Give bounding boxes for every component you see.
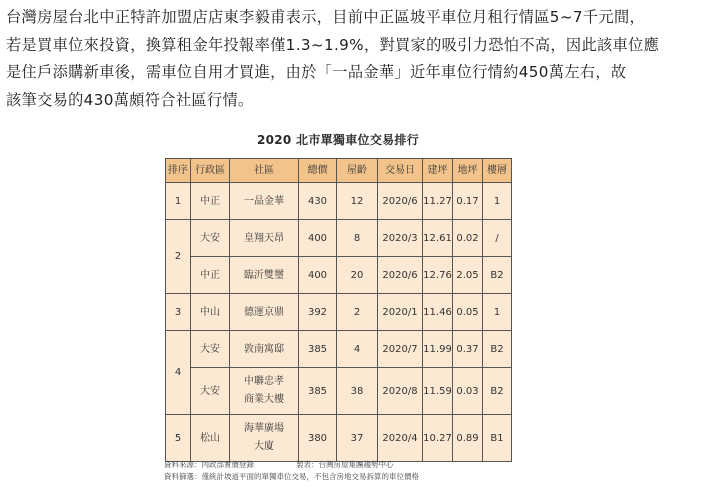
cell-land-area: 0.89 bbox=[453, 415, 483, 462]
cell-building-area: 11.27 bbox=[423, 183, 453, 220]
cell-rank: 5 bbox=[166, 415, 191, 462]
header-community: 社區 bbox=[230, 159, 299, 183]
cell-building-area: 10.27 bbox=[423, 415, 453, 462]
cell-date: 2020/1 bbox=[378, 294, 423, 331]
cell-building-area: 12.76 bbox=[423, 257, 453, 294]
cell-rank: 1 bbox=[166, 183, 191, 220]
cell-floor: / bbox=[483, 220, 512, 257]
cell-price: 385 bbox=[299, 368, 337, 415]
cell-date: 2020/8 bbox=[378, 368, 423, 415]
cell-community: 臨沂雙璽 bbox=[230, 257, 299, 294]
paragraph-line: 該筆交易的430萬頗符合社區行情。 bbox=[6, 90, 254, 109]
table-row bbox=[166, 183, 512, 220]
cell-date: 2020/7 bbox=[378, 331, 423, 368]
source-note: 資料來源：內政部實價登錄 bbox=[164, 460, 254, 469]
header-date: 交易日 bbox=[378, 159, 423, 183]
filter-note: 資料篩選：僅統計坡道平面的單獨車位交易，不包含房地交易拆算的車位價格 bbox=[164, 472, 419, 481]
cell-building-area: 12.61 bbox=[423, 220, 453, 257]
cell-price: 392 bbox=[299, 294, 337, 331]
community-line: 中聯忠孝 bbox=[244, 376, 284, 387]
cell-age: 20 bbox=[337, 257, 378, 294]
figure-title: 2020 北市單獨車位交易排行 bbox=[256, 133, 420, 147]
cell-floor: 1 bbox=[483, 294, 512, 331]
figure-notes bbox=[164, 459, 514, 483]
paragraph-line: 是住戶添購新車後，需車位自用才買進，由於「一品金華」近年車位行情約450萬左右，故 bbox=[6, 63, 627, 81]
header-age: 屋齡 bbox=[337, 159, 378, 183]
cell-age: 12 bbox=[337, 183, 378, 220]
table-row bbox=[166, 257, 512, 294]
cell-land-area: 0.02 bbox=[453, 220, 483, 257]
paragraph-line: 若是買車位來投資，換算租金年投報率僅1.3~1.9%，對買家的吸引力恐怕不高，因此該車位應 bbox=[6, 35, 660, 54]
cell-community: 一品金華 bbox=[230, 183, 299, 220]
table-row bbox=[166, 415, 512, 462]
community-line: 大廈 bbox=[254, 441, 274, 452]
cell-floor: 1 bbox=[483, 183, 512, 220]
cell-price: 400 bbox=[299, 257, 337, 294]
cell-district: 大安 bbox=[191, 368, 230, 415]
cell-age: 4 bbox=[337, 331, 378, 368]
parking-ranking-figure bbox=[162, 128, 514, 498]
article-body bbox=[6, 4, 714, 114]
cell-date: 2020/6 bbox=[378, 257, 423, 294]
header-building-area: 建坪 bbox=[423, 159, 453, 183]
cell-community: 皇翔天昂 bbox=[230, 220, 299, 257]
cell-price: 380 bbox=[299, 415, 337, 462]
cell-date: 2020/3 bbox=[378, 220, 423, 257]
cell-building-area: 11.46 bbox=[423, 294, 453, 331]
table-row bbox=[166, 331, 512, 368]
notes-line-1 bbox=[164, 459, 514, 471]
cell-community bbox=[230, 415, 299, 462]
cell-district: 大安 bbox=[191, 220, 230, 257]
table-row bbox=[166, 368, 512, 415]
cell-rank: 4 bbox=[166, 331, 191, 415]
cell-community bbox=[230, 368, 299, 415]
cell-district: 大安 bbox=[191, 331, 230, 368]
cell-land-area: 0.37 bbox=[453, 331, 483, 368]
header-rank: 排序 bbox=[166, 159, 191, 183]
cell-rank: 3 bbox=[166, 294, 191, 331]
cell-district: 中正 bbox=[191, 183, 230, 220]
cell-floor: B2 bbox=[483, 257, 512, 294]
community-line: 海華廣場 bbox=[244, 423, 284, 434]
paragraph-line: 台灣房屋台北中正特許加盟店店東李毅甫表示，目前中正區坡平車位月租行情區5~7千元間， bbox=[6, 8, 646, 26]
cell-price: 400 bbox=[299, 220, 337, 257]
cell-land-area: 0.05 bbox=[453, 294, 483, 331]
cell-district: 中山 bbox=[191, 294, 230, 331]
table-header-row bbox=[166, 159, 512, 183]
cell-age: 37 bbox=[337, 415, 378, 462]
table-row bbox=[166, 220, 512, 257]
header-price: 總價 bbox=[299, 159, 337, 183]
cell-district: 松山 bbox=[191, 415, 230, 462]
table-row bbox=[166, 294, 512, 331]
cell-floor: B1 bbox=[483, 415, 512, 462]
community-line: 商業大樓 bbox=[244, 394, 284, 405]
cell-floor: B2 bbox=[483, 368, 512, 415]
ranking-table bbox=[165, 158, 512, 462]
cell-building-area: 11.59 bbox=[423, 368, 453, 415]
cell-land-area: 2.05 bbox=[453, 257, 483, 294]
cell-age: 8 bbox=[337, 220, 378, 257]
cell-building-area: 11.99 bbox=[423, 331, 453, 368]
cell-district: 中正 bbox=[191, 257, 230, 294]
header-floor: 樓層 bbox=[483, 159, 512, 183]
cell-community: 敦南寓邸 bbox=[230, 331, 299, 368]
cell-price: 385 bbox=[299, 331, 337, 368]
cell-land-area: 0.03 bbox=[453, 368, 483, 415]
cell-date: 2020/4 bbox=[378, 415, 423, 462]
cell-floor: B2 bbox=[483, 331, 512, 368]
cell-community: 德運京鼎 bbox=[230, 294, 299, 331]
cell-rank: 2 bbox=[166, 220, 191, 294]
cell-age: 2 bbox=[337, 294, 378, 331]
cell-price: 430 bbox=[299, 183, 337, 220]
header-district: 行政區 bbox=[191, 159, 230, 183]
cell-land-area: 0.17 bbox=[453, 183, 483, 220]
header-land-area: 地坪 bbox=[453, 159, 483, 183]
cell-date: 2020/6 bbox=[378, 183, 423, 220]
maker-note: 製表：台灣房屋集團趨勢中心 bbox=[296, 460, 394, 469]
article-paragraph bbox=[6, 4, 714, 114]
cell-age: 38 bbox=[337, 368, 378, 415]
